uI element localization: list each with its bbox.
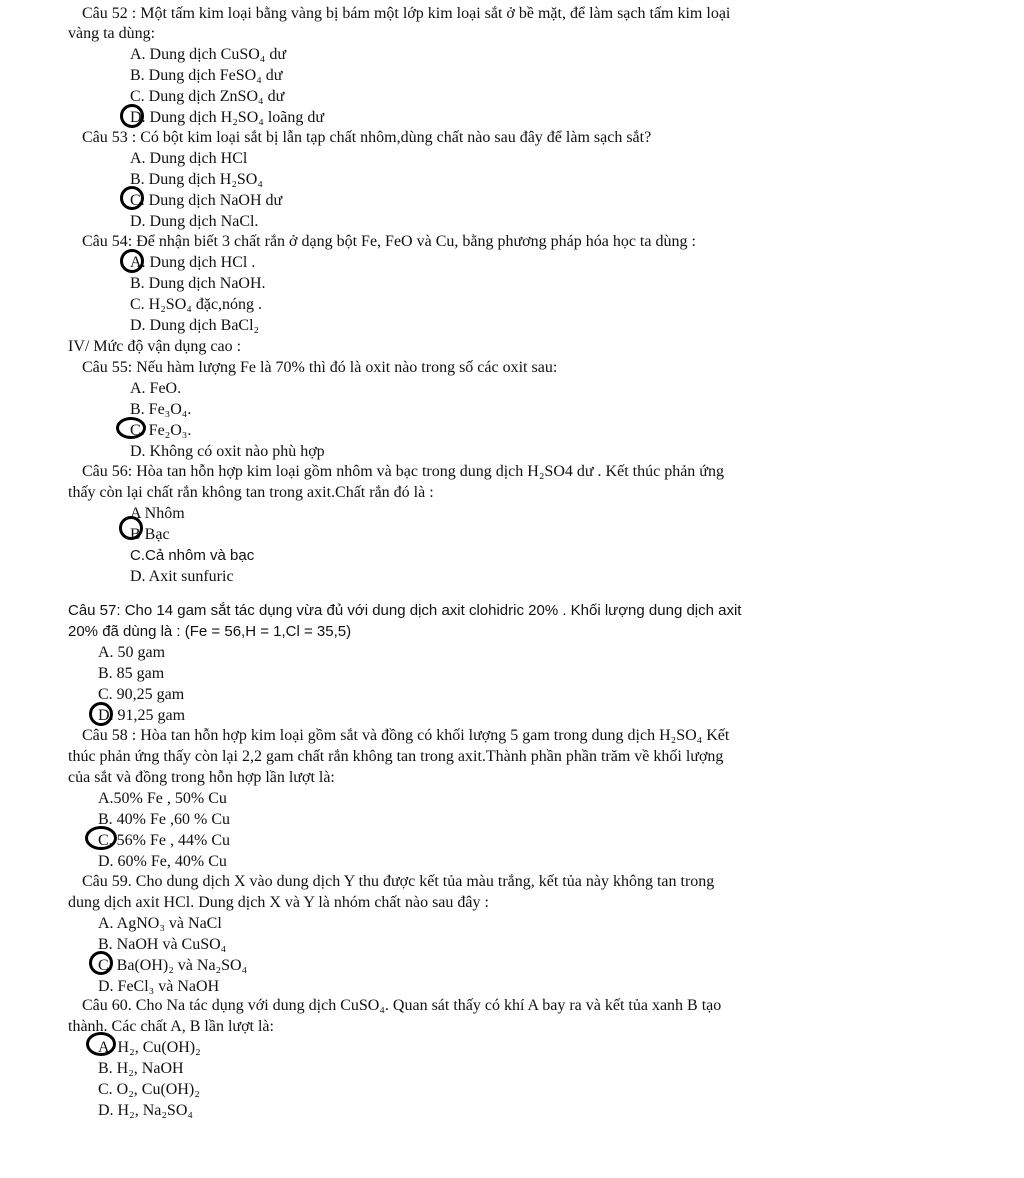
q58-option-c: C. 56% Fe , 44% Cu [98,832,230,849]
question-52-stem-cont: vàng ta dùng: [68,25,156,42]
q53-option-d: D. Dung dịch NaCl. [130,213,259,230]
q60-option-d: D. H₂, Na₂SO₄ [98,1102,193,1119]
q54-option-d: D. Dung dịch BaCl₂ [130,317,260,334]
question-54-stem: Câu 54: Để nhận biết 3 chất rắn ở dạng bột Fe, FeO và Cu, bằng phương pháp hóa học ta dùng : [82,233,696,250]
answer-circle-mark [120,249,144,273]
q59-option-c: C. Ba(OH)₂ và Na₂SO₄ [98,957,248,974]
question-53-stem: Câu 53 : Có bột kim loại sắt bị lẫn tạp chất nhôm,dùng chất nào sau đây để làm sạch sắt? [82,129,652,146]
question-57-stem: Câu 57: Cho 14 gam sắt tác dụng vừa đủ với dung dịch axit clohidric 20% . Khối lượng dung dịch axit [68,602,742,619]
q56-option-d: D. Axit sunfuric [130,568,234,585]
answer-circle-mark [116,417,146,439]
q58-option-a: A.50% Fe , 50% Cu [98,790,227,807]
q52-option-a: A. Dung dịch CuSO₄ dư [130,46,287,63]
q53-option-a: A. Dung dịch HCl [130,150,248,167]
q59-option-b: B. NaOH và CuSO₄ [98,936,227,953]
q54-option-a: A. Dung dịch HCl . [130,254,256,271]
question-58-stem-cont: thúc phản ứng thấy còn lại 2,2 gam chất rắn không tan trong axit.Thành phần phần trăm về khối lượng [68,748,724,765]
q56-option-c: C.Cả nhôm và bạc [130,547,255,564]
question-56-stem-cont: thấy còn lại chất rắn không tan trong axit.Chất rắn đó là : [68,484,434,501]
question-59-stem-cont: dung dịch axit HCl. Dung dịch X và Y là nhóm chất nào sau đây : [68,894,489,911]
answer-circle-mark [89,702,113,726]
q60-option-b: B. H₂, NaOH [98,1060,184,1077]
question-57-stem-cont: 20% đã dùng là : (Fe = 56,H = 1,Cl = 35,5) [68,623,352,640]
question-56-stem: Câu 56: Hòa tan hỗn hợp kim loại gồm nhôm và bạc trong dung dịch H₂SO4 dư . Kết thúc phản ứng [82,463,724,480]
question-58-stem-cont: của sắt và đồng trong hỗn hợp lần lượt là: [68,769,335,786]
q57-option-a: A. 50 gam [98,644,166,661]
q56-option-a: A Nhôm [130,505,185,522]
q55-option-a: A. FeO. [130,380,182,397]
answer-circle-mark [120,186,144,210]
q54-option-b: B. Dung dịch NaOH. [130,275,266,292]
answer-circle-mark [89,951,113,975]
answer-circle-mark [119,516,143,540]
q57-option-c: C. 90,25 gam [98,686,185,703]
answer-circle-mark [86,1032,116,1056]
q55-option-c: C. Fe₂O₃. [130,422,192,439]
q55-option-b: B. Fe₃O₄. [130,401,192,418]
q60-option-c: C. O₂, Cu(OH)₂ [98,1081,200,1098]
question-60-stem: Câu 60. Cho Na tác dụng với dung dịch CuSO₄. Quan sát thấy có khí A bay ra và kết tủa xanh B tạo [82,997,722,1014]
q52-option-d: D. Dung dịch H₂SO₄ loãng dư [130,109,325,126]
question-55-stem: Câu 55: Nếu hàm lượng Fe là 70% thì đó là oxit nào trong số các oxit sau: [82,359,558,376]
q53-option-c: C. Dung dịch NaOH dư [130,192,283,209]
q52-option-c: C. Dung dịch ZnSO₄ dư [130,88,285,105]
question-58-stem: Câu 58 : Hòa tan hỗn hợp kim loại gồm sắt và đồng có khối lượng 5 gam trong dung dịch H₂SO₄ Kết [82,727,730,744]
q56-option-b: B Bạc [130,526,170,543]
q58-option-b: B. 40% Fe ,60 % Cu [98,811,230,828]
q54-option-c: C. H₂SO₄ đặc,nóng . [130,296,263,313]
q57-option-b: B. 85 gam [98,665,165,682]
question-59-stem: Câu 59. Cho dung dịch X vào dung dịch Y thu được kết tủa màu trắng, kết tủa này không tan trong [82,873,715,890]
q53-option-b: B. Dung dịch H₂SO₄ [130,171,263,188]
q60-option-a: A. H₂, Cu(OH)₂ [98,1039,201,1056]
answer-circle-mark [120,104,144,128]
answer-circle-mark [85,826,117,850]
q59-option-d: D. FeCl₃ và NaOH [98,978,220,995]
q52-option-b: B. Dung dịch FeSO₄ dư [130,67,283,84]
q55-option-d: D. Không có oxit nào phù hợp [130,443,325,460]
section-heading: IV/ Mức độ vận dụng cao : [68,338,242,355]
q58-option-d: D. 60% Fe, 40% Cu [98,853,227,870]
q59-option-a: A. AgNO₃ và NaCl [98,915,222,932]
question-52-stem: Câu 52 : Một tấm kim loại bằng vàng bị bám một lớp kim loại sắt ở bề mặt, để làm sạch tấm kim loại [82,5,731,22]
q57-option-d: D. 91,25 gam [98,707,186,724]
question-60-stem-cont: thành. Các chất A, B lần lượt là: [68,1018,274,1035]
